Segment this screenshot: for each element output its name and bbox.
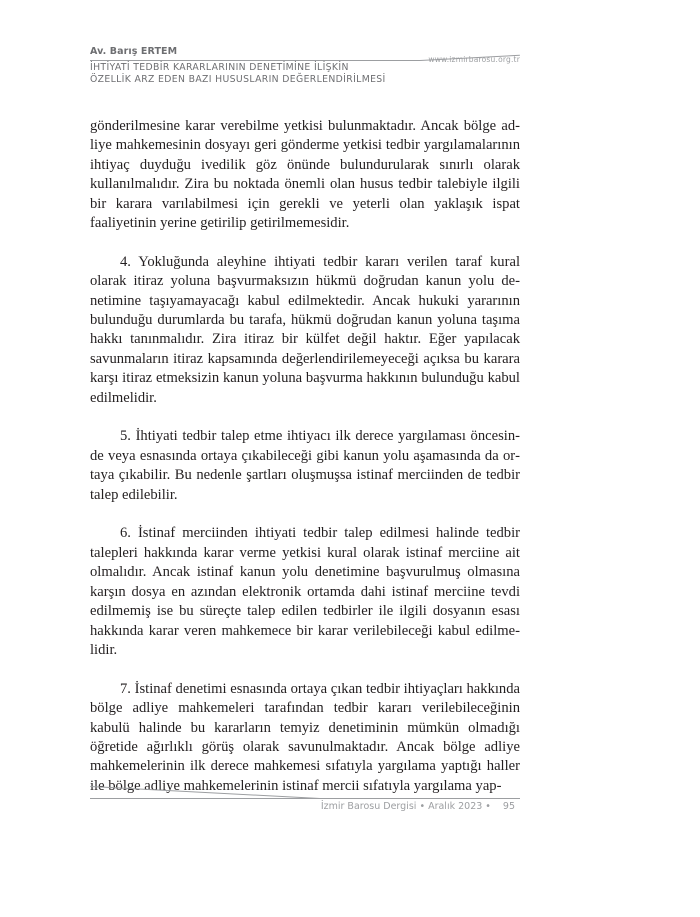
paragraph-6: 6. İstinaf merciinden ihtiyati tedbir talep edilmesi halinde tedbir talepleri hakkında karar verme yetkisi kural olarak istinaf merciine ait olmalıdır. Ancak istinaf kanun yolu denetimine başvurulmuş olmasına karşın dosya en azından elektronik ortamda dahi istinaf merciine tevdi edilmemiş ise bu süreçte talep edilen tedbirler ile ilgili dosyanın esası hakkında karar veren mahkemece bir karar verilebileceği kabul edilmelidir.: [90, 525, 520, 658]
article-title-line-2: ÖZELLİK ARZ EDEN BAZI HUSUSLARIN DEĞERLENDİRİLMESİ: [90, 73, 386, 85]
header-divider: [90, 60, 420, 61]
footer-divider: [90, 798, 520, 799]
website-url: www.izmirbarosu.org.tr: [428, 55, 520, 64]
paragraph-4: 4. Yokluğunda aleyhine ihtiyati tedbir kararı verilen taraf kural olarak itiraz yoluna başvurmaksızın hükmü doğrudan kanun yolu denetimine taşıyamayacağı kabul edilmektedir. Ancak hukuki yararının bulunduğu durumlarda bu tarafa, hükmü doğrudan kanun yoluna taşıma hakkı tanınmalıdır. Zira itiraz bir külfet değil haktır. Eğer yapılacak savunmaların itiraz kapsamında değerlendirilemeyeceği açıksa bu karara karşı itiraz etmeksizin kanun yoluna başvurma hakkının bulunduğu kabul edilmelidir.: [90, 253, 520, 406]
paragraph-5: 5. İhtiyati tedbir talep etme ihtiyacı ilk derece yargılaması öncesinde veya esnasında ortaya çıkabileceği gibi kanun yolu aşamasında da ortaya çıkabilir. Bu nedenle şartları oluşmuşsa istinaf merciinden de tedbir talep edilebilir.: [90, 428, 520, 503]
author-name: Av. Barış ERTEM: [90, 46, 178, 57]
page-number: 95: [502, 801, 515, 812]
running-footer: [90, 801, 515, 812]
paragraph-7: 7. İstinaf denetimi esnasında ortaya çıkan tedbir ihtiyaçları hakkında bölge adliye mahkemeleri tarafından tedbir kararı verilebileceğinin kabulü halinde bu kararların temyiz denetiminin mümkün olmadığı öğretide ağırlıklı görüş olarak savunulmaktadır. Ancak bölge adliye mahkemelerinin ilk derece mahkemesi sıfatıyla yargılama yaptığı haller ile bölge adliye mahkemelerinin istinaf mercii sıfatıyla yargılama yap-: [90, 680, 520, 794]
article-title-line-1: İHTİYATİ TEDBİR KARARLARININ DENETİMİNE İLİŞKİN: [90, 62, 349, 73]
article-title: [90, 62, 386, 85]
paragraph-continued: gönderilmesine karar verebilme yetkisi bulunmaktadır. Ancak bölge adliye mahkemesinin dosyayı geri gönderme yetkisi tedbir yargılamalarının ihtiyaç duyduğu ivedilik göz önünde bulundurularak sınırlı olarak kullanılmalıdır. Zira bu noktada önemli olan husus tedbir talebiyle ilgili bir karara varılabilmesi için gerekli ve yeterli olan yaklaşık ispat faaliyetinin yerine getirilip getirilmemesidir.: [90, 118, 520, 232]
journal-info: İzmir Barosu Dergisi • Aralık 2023 •: [320, 801, 491, 812]
running-header: [90, 46, 520, 85]
body-text: [90, 117, 520, 816]
